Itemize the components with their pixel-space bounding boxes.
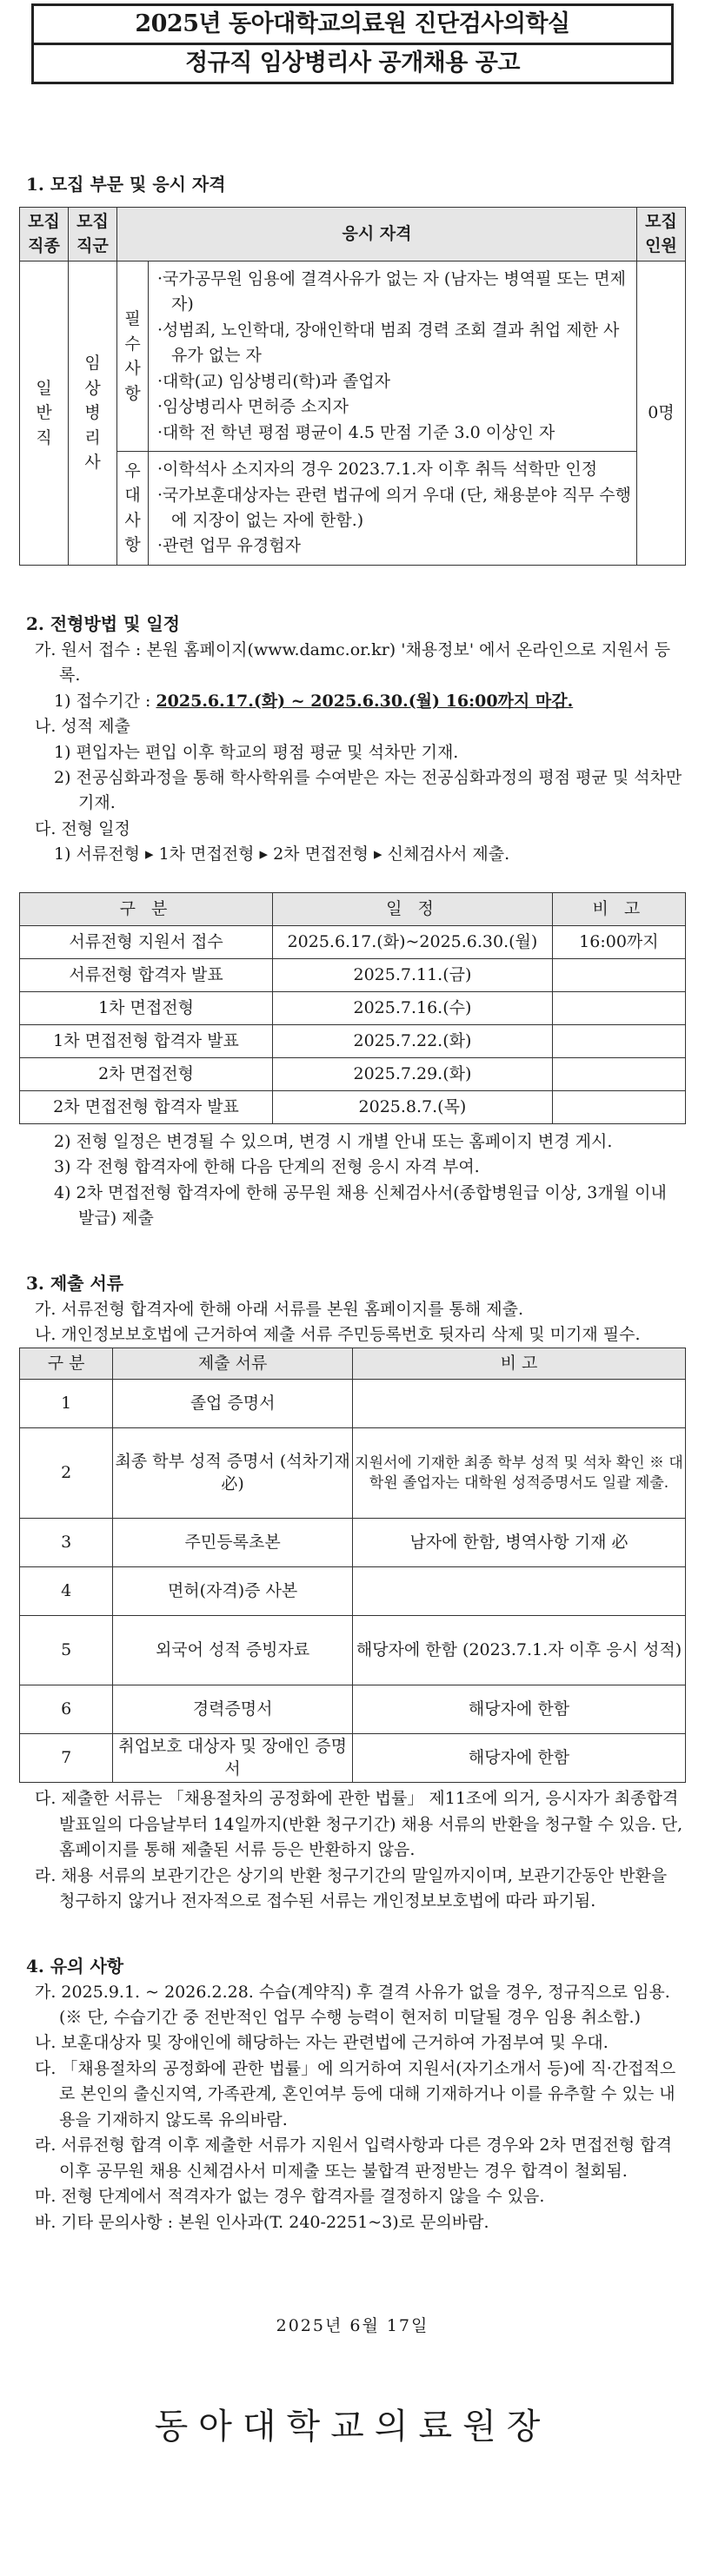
s3-c: 다. 제출한 서류는 「채용절차의 공정화에 관한 법률」 제11조에 의거, 응시자가 최종합격 발표일의 다음날부터 14일까지(반환 청구기간) 채용 서류의 반환을 청구할 수 있음. 단, 홈페이지를 통해 제출된 서류 등은 반환하지 않음.	[35, 1789, 683, 1860]
table-row: 4 면허(자격)증 사본	[20, 1567, 686, 1616]
list-item: ·대학 전 학년 평점 평균이 4.5 만점 기준 3.0 이상인 자	[157, 422, 555, 442]
list-item: ·국가보훈대상자는 관련 법규에 의거 우대 (단, 채용분야 직무 수행에 지장이 없는 자에 한함.)	[157, 485, 632, 530]
schedule-table	[19, 892, 686, 1124]
notice-date: 2025년 6월 17일	[276, 2315, 429, 2335]
list-item: ·임상병리사 면허증 소지자	[157, 397, 349, 417]
table-row: 3 주민등록초본 남자에 한함, 병역사항 기재 必	[20, 1519, 686, 1567]
list-item: ·대학(교) 임상병리(학)과 졸업자	[157, 371, 391, 391]
table-row: 2차 면접전형 2025.7.29.(화)	[20, 1057, 686, 1090]
table-row: 6 경력증명서 해당자에 한함	[20, 1685, 686, 1734]
section-2-heading: 2. 전형방법 및 일정	[26, 613, 181, 634]
table-row: 1차 면접전형 2025.7.16.(수)	[20, 991, 686, 1024]
s2-c1: 1) 서류전형 ▸ 1차 면접전형 ▸ 2차 면접전형 ▸ 신체검사서 제출.	[54, 844, 510, 864]
list-item: ·성범죄, 노인학대, 장애인학대 범죄 경력 조회 결과 취업 제한 사유가 없는 자	[157, 320, 620, 366]
docs-header-cat: 구 분	[20, 1348, 113, 1380]
s2-note-2: 2) 전형 일정은 변경될 수 있으며, 변경 시 개별 안내 또는 홈페이지 변경 게시.	[54, 1131, 613, 1151]
s4-b: 나. 보훈대상자 및 장애인에 해당하는 자는 관련법에 근거하여 가점부여 및 우대.	[35, 2033, 609, 2053]
table-row: 1 졸업 증명서	[20, 1380, 686, 1428]
header-class: 모집 직군	[69, 208, 117, 262]
qualification-table	[19, 207, 686, 566]
page-title: 2025년 동아대학교의료원 진단검사의학실	[34, 6, 671, 45]
section-4-heading: 4. 유의 사항	[26, 1955, 124, 1977]
s4-c: 다. 「채용절차의 공정화에 관한 법률」에 의거하여 지원서(자기소개서 등)에 직·간접적으로 본인의 출신지역, 가족관계, 혼인여부 등에 대해 기재하거나 이를 유추할 수 있는 내용을 기재하지 않도록 유의바람.	[35, 2058, 676, 2129]
class-cell: 임 상 병 리 사	[69, 262, 117, 566]
required-label: 필 수 사 항	[117, 262, 149, 452]
docs-header-doc: 제출 서류	[113, 1348, 353, 1380]
section-3-heading: 3. 제출 서류	[26, 1272, 124, 1294]
header-qualification: 응시 자격	[117, 208, 637, 262]
preferred-list	[149, 452, 637, 566]
s2-note-4: 4) 2차 면접전형 합격자에 한해 공무원 채용 신체검사서(종합병원급 이상, 3개월 이내 발급) 제출	[54, 1182, 667, 1228]
header-count: 모집 인원	[637, 208, 686, 262]
table-row: 5 외국어 성적 증빙자료 해당자에 한함 (2023.7.1.자 이후 응시 성적)	[20, 1616, 686, 1685]
s2-a-period: 1) 접수기간 : 2025.6.17.(화) ~ 2025.6.30.(월) 16:00까지 마감.	[54, 691, 574, 711]
s4-a: 가. 2025.9.1. ~ 2026.2.28. 수습(계약직) 후 결격 사유가 없을 경우, 정규직으로 임용. (※ 단, 수습기간 중 전반적인 업무 수행 능력이 현저히 미달될 경우 임용 취소함.)	[35, 1982, 670, 2027]
list-item: ·이학석사 소지자의 경우 2023.7.1.자 이후 취득 석학만 인정	[157, 460, 598, 480]
s2-c: 다. 전형 일정	[35, 818, 130, 838]
table-row: 1차 면접전형 합격자 발표 2025.7.22.(화)	[20, 1024, 686, 1057]
required-list	[149, 262, 637, 452]
table-row: 서류전형 합격자 발표 2025.7.11.(금)	[20, 958, 686, 991]
schedule-header-date: 일 정	[273, 892, 553, 925]
issuer-name: 동아대학교의료원장	[154, 2407, 551, 2447]
s4-e: 마. 전형 단계에서 적격자가 없는 경우 합격자를 결정하지 않을 수 있음.	[35, 2187, 545, 2207]
preferred-label: 우 대 사 항	[117, 452, 149, 566]
s4-f: 바. 기타 문의사항 : 본원 인사과(T. 240-2251~3)로 문의바람.	[35, 2212, 489, 2232]
list-item: ·국가공무원 임용에 결격사유가 없는 자 (남자는 병역필 또는 면제자)	[157, 269, 626, 315]
documents-table	[19, 1348, 686, 1783]
header-kind: 모집 직종	[20, 208, 69, 262]
page-subtitle: 정규직 임상병리사 공개채용 공고	[185, 50, 520, 76]
s3-d: 라. 채용 서류의 보관기간은 상기의 반환 청구기간의 말일까지이며, 보관기간동안 반환을 청구하지 않거나 전자적으로 접수된 서류는 개인정보보호법에 따라 파기됨.	[35, 1865, 668, 1911]
table-row: 2차 면접전형 합격자 발표 2025.8.7.(목)	[20, 1090, 686, 1123]
schedule-header-note: 비 고	[552, 892, 685, 925]
s4-d: 라. 서류전형 합격 이후 제출한 서류가 지원서 입력사항과 다른 경우와 2차 면접전형 합격 이후 공무원 채용 신체검사서 미제출 또는 불합격 판정받는 경우 합격이 철회됨.	[35, 2136, 672, 2181]
kind-cell: 일 반 직	[20, 262, 69, 566]
table-row: 2 최종 학부 성적 증명서 (석차기재 必) 지원서에 기재한 최종 학부 성적 및 석차 확인 ※ 대학원 졸업자는 대학원 성적증명서도 일괄 제출.	[20, 1428, 686, 1519]
docs-header-note: 비 고	[352, 1348, 685, 1380]
table-row: 서류전형 지원서 접수 2025.6.17.(화)~2025.6.30.(월) 16:00까지	[20, 925, 686, 958]
count-cell: 0명	[637, 262, 686, 566]
table-row: 7 취업보호 대상자 및 장애인 증명서 해당자에 한함	[20, 1734, 686, 1783]
s2-note-3: 3) 각 전형 합격자에 한해 다음 단계의 전형 응시 자격 부여.	[54, 1157, 480, 1177]
s3-b: 나. 개인정보보호법에 근거하여 제출 서류 주민등록번호 뒷자리 삭제 및 미기재 필수.	[35, 1324, 641, 1344]
list-item: ·관련 업무 유경험자	[157, 536, 301, 556]
s2-b: 나. 성적 제출	[35, 717, 130, 737]
schedule-header-cat: 구 분	[20, 892, 273, 925]
s2-a: 가. 원서 접수 : 본원 홈페이지(www.damc.or.kr) '채용정보' 에서 온라인으로 지원서 등록.	[35, 639, 671, 685]
section-1-heading: 1. 모집 부문 및 응시 자격	[26, 174, 226, 195]
s2-b1: 1) 편입자는 편입 이후 학교의 평점 평균 및 석차만 기재.	[54, 742, 459, 762]
title-box	[31, 3, 674, 84]
s3-a: 가. 서류전형 합격자에 한해 아래 서류를 본원 홈페이지를 통해 제출.	[35, 1299, 523, 1319]
s2-b2: 2) 전공심화과정을 통해 학사학위를 수여받은 자는 전공심화과정의 평점 평균 및 석차만 기재.	[54, 768, 682, 813]
